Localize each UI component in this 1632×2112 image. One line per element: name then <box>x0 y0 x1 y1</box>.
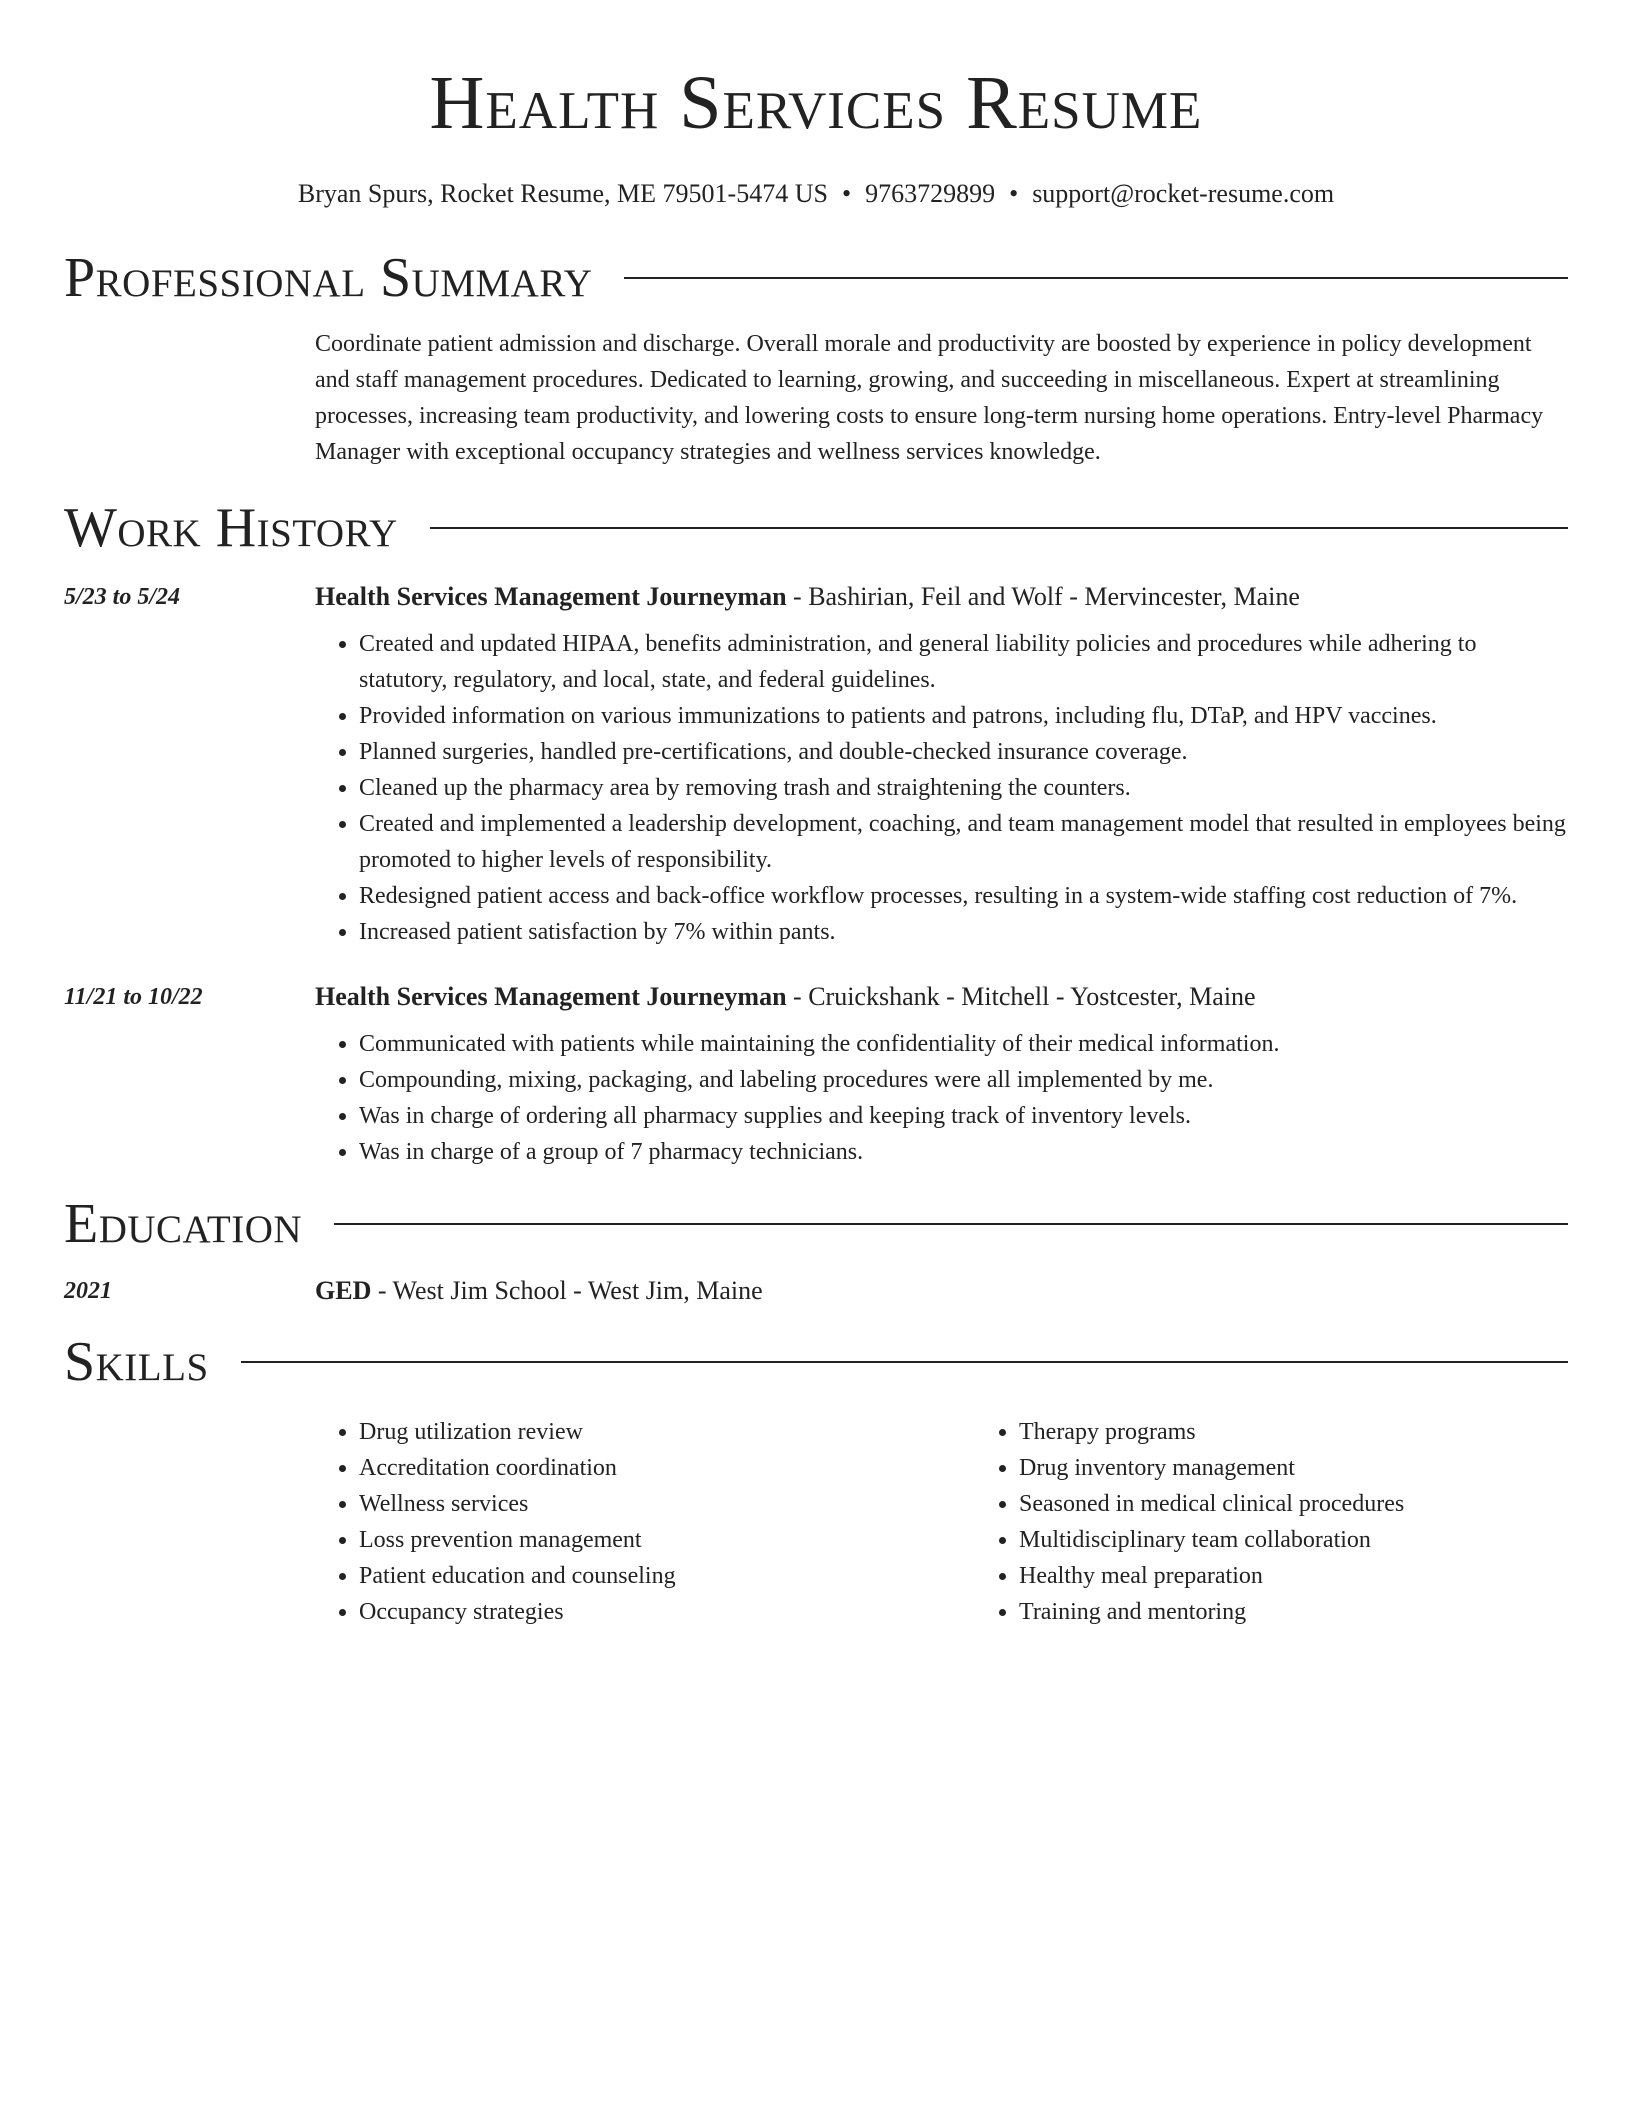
job-bullet: • Compounding, mixing, packaging, and labeling procedures were all implemented by me. <box>359 1062 1568 1098</box>
education-year: 2021 <box>64 1278 112 1304</box>
job-entry <box>64 980 1568 1170</box>
job-title: Health Services Management Journeyman <box>315 582 787 611</box>
job-dates: 11/21 to 10/22 <box>64 984 203 1010</box>
skills-list-right <box>975 1414 1632 1630</box>
work-heading: Work History <box>64 497 398 559</box>
job-bullet: • Cleaned up the pharmacy area by removing trash and straightening the counters. <box>359 770 1568 806</box>
contact-line <box>64 178 1568 210</box>
skills-row <box>64 1414 1568 1630</box>
education-details <box>315 1274 1568 1308</box>
education-entry <box>64 1274 1568 1308</box>
section-divider <box>334 1223 1568 1225</box>
job-bullet: • Planned surgeries, handled pre-certifications, and double-checked insurance coverage. <box>359 734 1568 770</box>
job-employer: - Cruickshank - Mitchell - Yostcester, Maine <box>786 982 1256 1011</box>
skill-item: • Training and mentoring <box>1019 1594 1632 1630</box>
contact-separator: • <box>1009 179 1019 208</box>
skill-item: • Seasoned in medical clinical procedures <box>1019 1486 1632 1522</box>
education-section-header <box>64 1192 1568 1256</box>
job-header <box>315 980 1568 1014</box>
skills-section-header <box>64 1330 1568 1394</box>
summary-text: Coordinate patient admission and discharge. Overall morale and productivity are boosted by experience in policy development and staff management procedures. Dedicated to learning, growing, and succeeding in miscellaneous. Expert at streamlining processes, increasing team productivity, and lowering costs to ensure long-term nursing home operations. Entry-level Pharmacy Manager with exceptional occupancy strategies and wellness services knowledge. <box>315 331 1544 465</box>
skill-item: • Loss prevention management <box>359 1522 975 1558</box>
section-divider <box>624 277 1568 279</box>
resume-title: Health Services Resume <box>429 61 1203 145</box>
job-title: Health Services Management Journeyman <box>315 982 787 1011</box>
job-bullet: • Increased patient satisfaction by 7% within pants. <box>359 914 1568 950</box>
job-bullet: • Created and implemented a leadership development, coaching, and team management model that resulted in employees being promoted to higher levels of responsibility. <box>359 806 1568 878</box>
job-bullets <box>315 1026 1568 1170</box>
skill-item: • Occupancy strategies <box>359 1594 975 1630</box>
contact-email: support@rocket-resume.com <box>1032 179 1335 208</box>
skill-item: • Accreditation coordination <box>359 1450 975 1486</box>
skill-item: • Wellness services <box>359 1486 975 1522</box>
job-dates: 5/23 to 5/24 <box>64 584 181 610</box>
education-heading: Education <box>64 1193 303 1255</box>
work-section-header <box>64 496 1568 560</box>
skill-item: • Multidisciplinary team collaboration <box>1019 1522 1632 1558</box>
skills-list-left <box>315 1414 975 1630</box>
contact-phone: 9763729899 <box>865 179 996 208</box>
skill-item: • Healthy meal preparation <box>1019 1558 1632 1594</box>
summary-heading: Professional Summary <box>64 247 593 309</box>
contact-separator: • <box>841 179 852 208</box>
job-header <box>315 580 1568 614</box>
skill-item: • Drug inventory management <box>1019 1450 1632 1486</box>
skill-item: • Therapy programs <box>1019 1414 1632 1450</box>
education-school: - West Jim School - West Jim, Maine <box>371 1276 763 1305</box>
skill-item: • Patient education and counseling <box>359 1558 975 1594</box>
job-entry <box>64 580 1568 950</box>
contact-address: Bryan Spurs, Rocket Resume, ME 79501-5474 US <box>297 179 828 208</box>
job-bullet: • Was in charge of a group of 7 pharmacy technicians. <box>359 1134 1568 1170</box>
job-bullet: • Was in charge of ordering all pharmacy supplies and keeping track of inventory levels. <box>359 1098 1568 1134</box>
summary-row <box>64 326 1568 470</box>
job-bullet: • Provided information on various immunizations to patients and patrons, including flu, DTaP, and HPV vaccines. <box>359 698 1568 734</box>
summary-section-header <box>64 246 1568 310</box>
skills-grid <box>315 1414 1632 1630</box>
job-employer: - Bashirian, Feil and Wolf - Mervincester, Maine <box>786 582 1300 611</box>
education-degree: GED <box>315 1276 372 1305</box>
section-divider <box>241 1361 1568 1363</box>
job-bullet: • Communicated with patients while maintaining the confidentiality of their medical information. <box>359 1026 1568 1062</box>
skill-item: • Drug utilization review <box>359 1414 975 1450</box>
job-bullets <box>315 626 1568 950</box>
job-bullet: • Redesigned patient access and back-office workflow processes, resulting in a system-wide staffing cost reduction of 7%. <box>359 878 1568 914</box>
section-divider <box>430 527 1568 529</box>
job-bullet: • Created and updated HIPAA, benefits administration, and general liability policies and procedures while adhering to statutory, regulatory, and local, state, and federal guidelines. <box>359 626 1568 698</box>
skills-heading: Skills <box>64 1331 209 1393</box>
